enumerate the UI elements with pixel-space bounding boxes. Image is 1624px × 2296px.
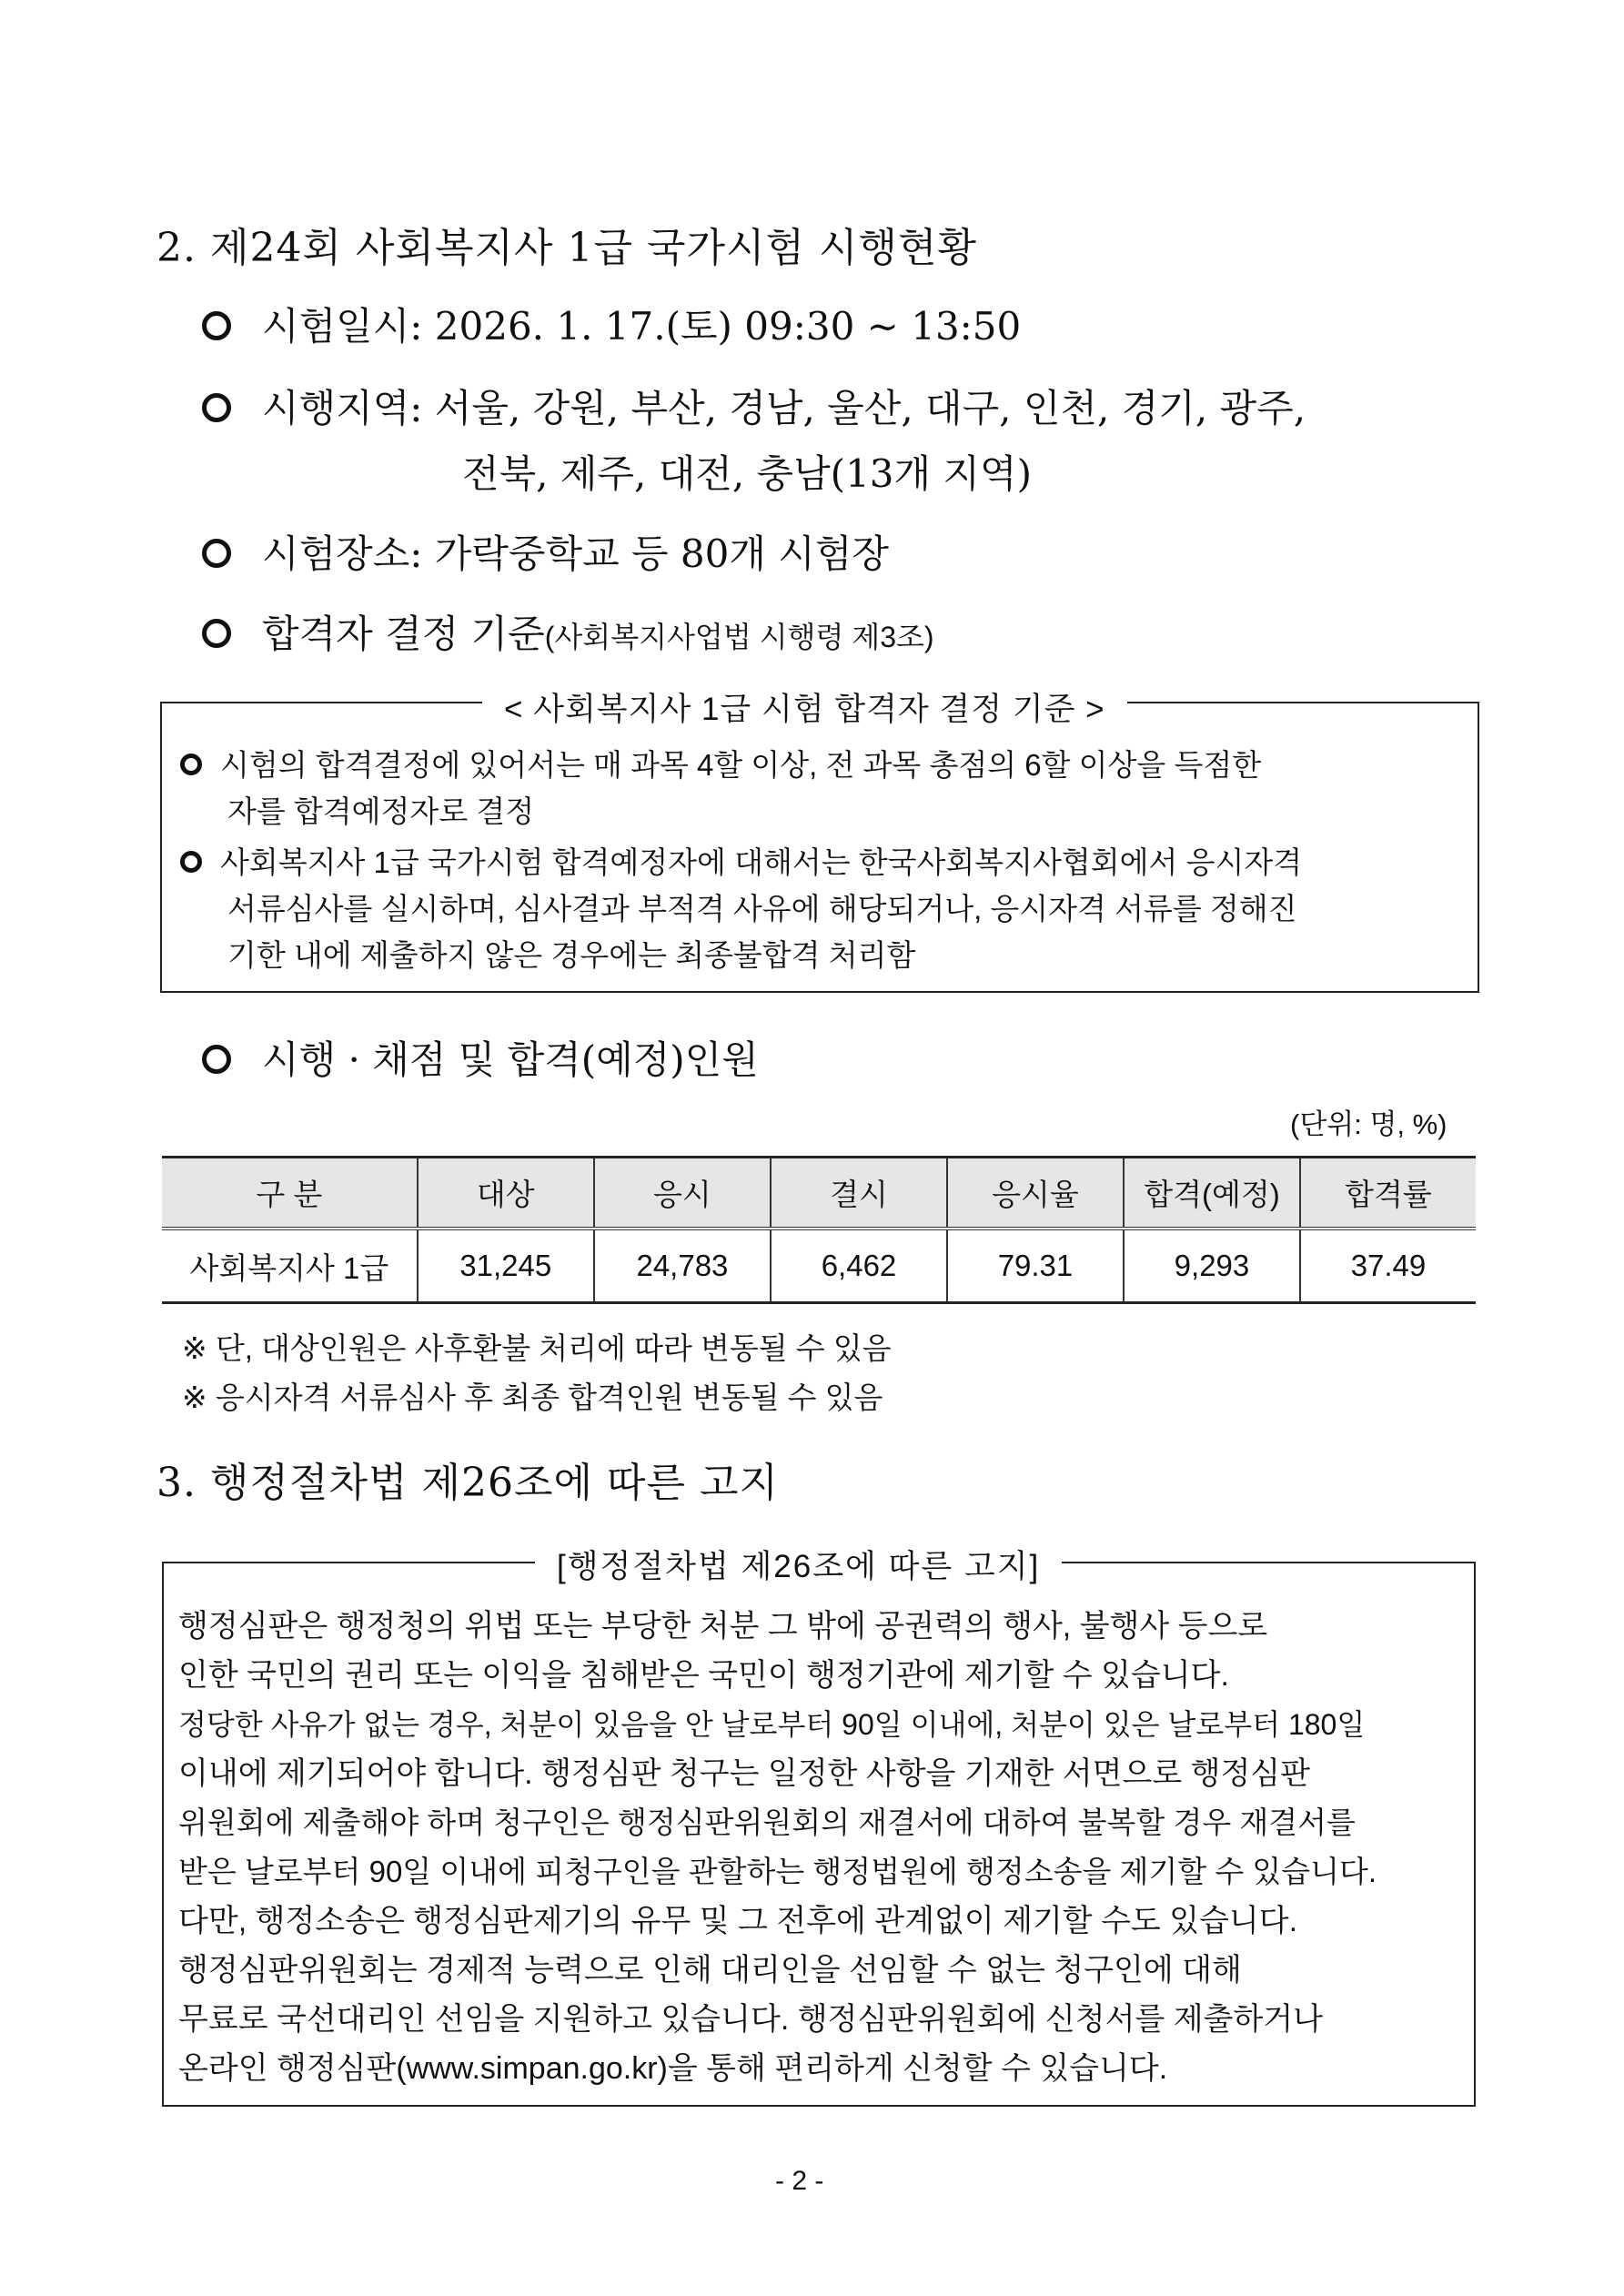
circle-bullet-icon — [202, 539, 231, 568]
header-applied: 응시 — [594, 1158, 771, 1229]
notice-line-6: 받은 날로부터 90일 이내에 피청구인을 관할하는 행정법원에 행정소송을 제기할 수 있습니다. — [178, 1855, 1377, 1888]
notice-line-2: 인한 국민의 권리 또는 이익을 침해받은 국민이 행정기관에 제기할 수 있습니다. — [178, 1658, 1229, 1693]
criteria-item-2-line3: 기한 내에 제출하지 않은 경우에는 최종불합격 처리함 — [227, 938, 916, 972]
region-text-line2: 전북, 제주, 대전, 충남(13개 지역) — [462, 451, 1032, 496]
cell-target: 31,245 — [418, 1229, 594, 1303]
table-header-row — [162, 1158, 1476, 1229]
circle-bullet-icon — [180, 851, 202, 873]
results-label: 시행 · 채점 및 합격(예정)인원 — [262, 1037, 759, 1082]
notice-line-9: 무료로 국선대리인 선임을 지원하고 있습니다. 행정심판위원회에 신청서를 제출하거나 — [178, 2002, 1323, 2037]
criteria-item-1-line1 — [180, 742, 1261, 788]
header-pass: 합격(예정) — [1124, 1158, 1300, 1229]
criteria-item-2-line1 — [180, 839, 1302, 885]
header-absent: 결시 — [771, 1158, 947, 1229]
cell-category: 사회복지사 1급 — [162, 1229, 418, 1303]
cell-applied: 24,783 — [594, 1229, 771, 1303]
notice-line-10: 온라인 행정심판(www.simpan.go.kr)을 통해 편리하게 신청할 수 있습니다. — [178, 2051, 1168, 2086]
header-category: 구 분 — [162, 1158, 418, 1229]
notice-line-4: 이내에 제기되어야 합니다. 행정심판 청구는 일정한 사항을 기재한 서면으로 행정심판 — [178, 1756, 1310, 1791]
cell-pass-rate: 37.49 — [1300, 1229, 1476, 1303]
exam-date-text: 시험일시: 2026. 1. 17.(토) 09:30 ~ 13:50 — [262, 304, 1022, 349]
criteria-text: 합격자 결정 기준 — [262, 612, 545, 656]
venue-item — [202, 524, 889, 579]
notice-line-1: 행정심판은 행정청의 위법 또는 부당한 처분 그 밖에 공권력의 행사, 불행사 등으로 — [178, 1609, 1268, 1644]
criteria-item-1-text: 시험의 합격결정에 있어서는 매 과목 4할 이상, 전 과목 총점의 6할 이상을 득점한 — [220, 748, 1262, 782]
circle-bullet-icon — [202, 311, 231, 340]
region-text-line1: 시행지역: 서울, 강원, 부산, 경남, 울산, 대구, 인천, 경기, 광주, — [262, 386, 1306, 430]
criteria-item-2-line2: 서류심사를 실시하며, 심사결과 부적격 사유에 해당되거나, 응시자격 서류를 정해진 — [227, 892, 1297, 925]
criteria-item-2-text: 사회복지사 1급 국가시험 합격예정자에 대해서는 한국사회복지사협회에서 응시자격 — [220, 845, 1303, 879]
results-table — [162, 1156, 1476, 1304]
exam-date-item — [202, 297, 1021, 351]
criteria-item — [202, 604, 934, 659]
notice-line-7: 다만, 행정소송은 행정심판제기의 유무 및 그 전후에 관계없이 제기할 수도 있습니다. — [178, 1904, 1298, 1938]
circle-bullet-icon — [202, 1045, 231, 1074]
circle-bullet-icon — [202, 393, 231, 422]
cell-pass: 9,293 — [1124, 1229, 1300, 1303]
page-number: - 2 - — [775, 2166, 824, 2196]
criteria-law-ref: (사회복지사업법 시행령 제3조) — [544, 621, 934, 653]
criteria-box-title: < 사회복지사 1급 시험 합격자 결정 기준 > — [482, 684, 1127, 730]
cell-apply-rate: 79.31 — [947, 1229, 1124, 1303]
notice-line-3: 정당한 사유가 없는 경우, 처분이 있음을 안 날로부터 90일 이내에, 처분이 있은 날로부터 180일 — [178, 1708, 1366, 1741]
section-3-heading: 3. 행정절차법 제26조에 따른 고지 — [156, 1460, 779, 1506]
circle-bullet-icon — [202, 619, 231, 648]
notice-line-8: 행정심판위원회는 경제적 능력으로 인해 대리인을 선임할 수 없는 청구인에 대해 — [178, 1953, 1242, 1988]
unit-label: (단위: 명, %) — [1290, 1108, 1447, 1140]
region-item — [202, 379, 1306, 433]
criteria-item-1-line2: 자를 합격예정자로 결정 — [227, 794, 535, 828]
notice-line-5: 위원회에 제출해야 하며 청구인은 행정심판위원회의 재결서에 대하여 불복할 경우 재결서를 — [178, 1805, 1356, 1839]
table-row — [162, 1229, 1476, 1303]
header-pass-rate: 합격률 — [1300, 1158, 1476, 1229]
venue-text: 시험장소: 가락중학교 등 80개 시험장 — [262, 531, 890, 576]
circle-bullet-icon — [180, 754, 202, 775]
results-item — [202, 1030, 759, 1085]
note-2: ※ 응시자격 서류심사 후 최종 합격인원 변동될 수 있음 — [182, 1381, 883, 1414]
section-2-heading: 2. 제24회 사회복지사 1급 국가시험 시행현황 — [156, 225, 977, 271]
note-1: ※ 단, 대상인원은 사후환불 처리에 따라 변동될 수 있음 — [182, 1331, 892, 1365]
cell-absent: 6,462 — [771, 1229, 947, 1303]
notice-box-title: [행정절차법 제26조에 따른 고지] — [535, 1542, 1062, 1587]
header-apply-rate: 응시율 — [947, 1158, 1124, 1229]
header-target: 대상 — [418, 1158, 594, 1229]
